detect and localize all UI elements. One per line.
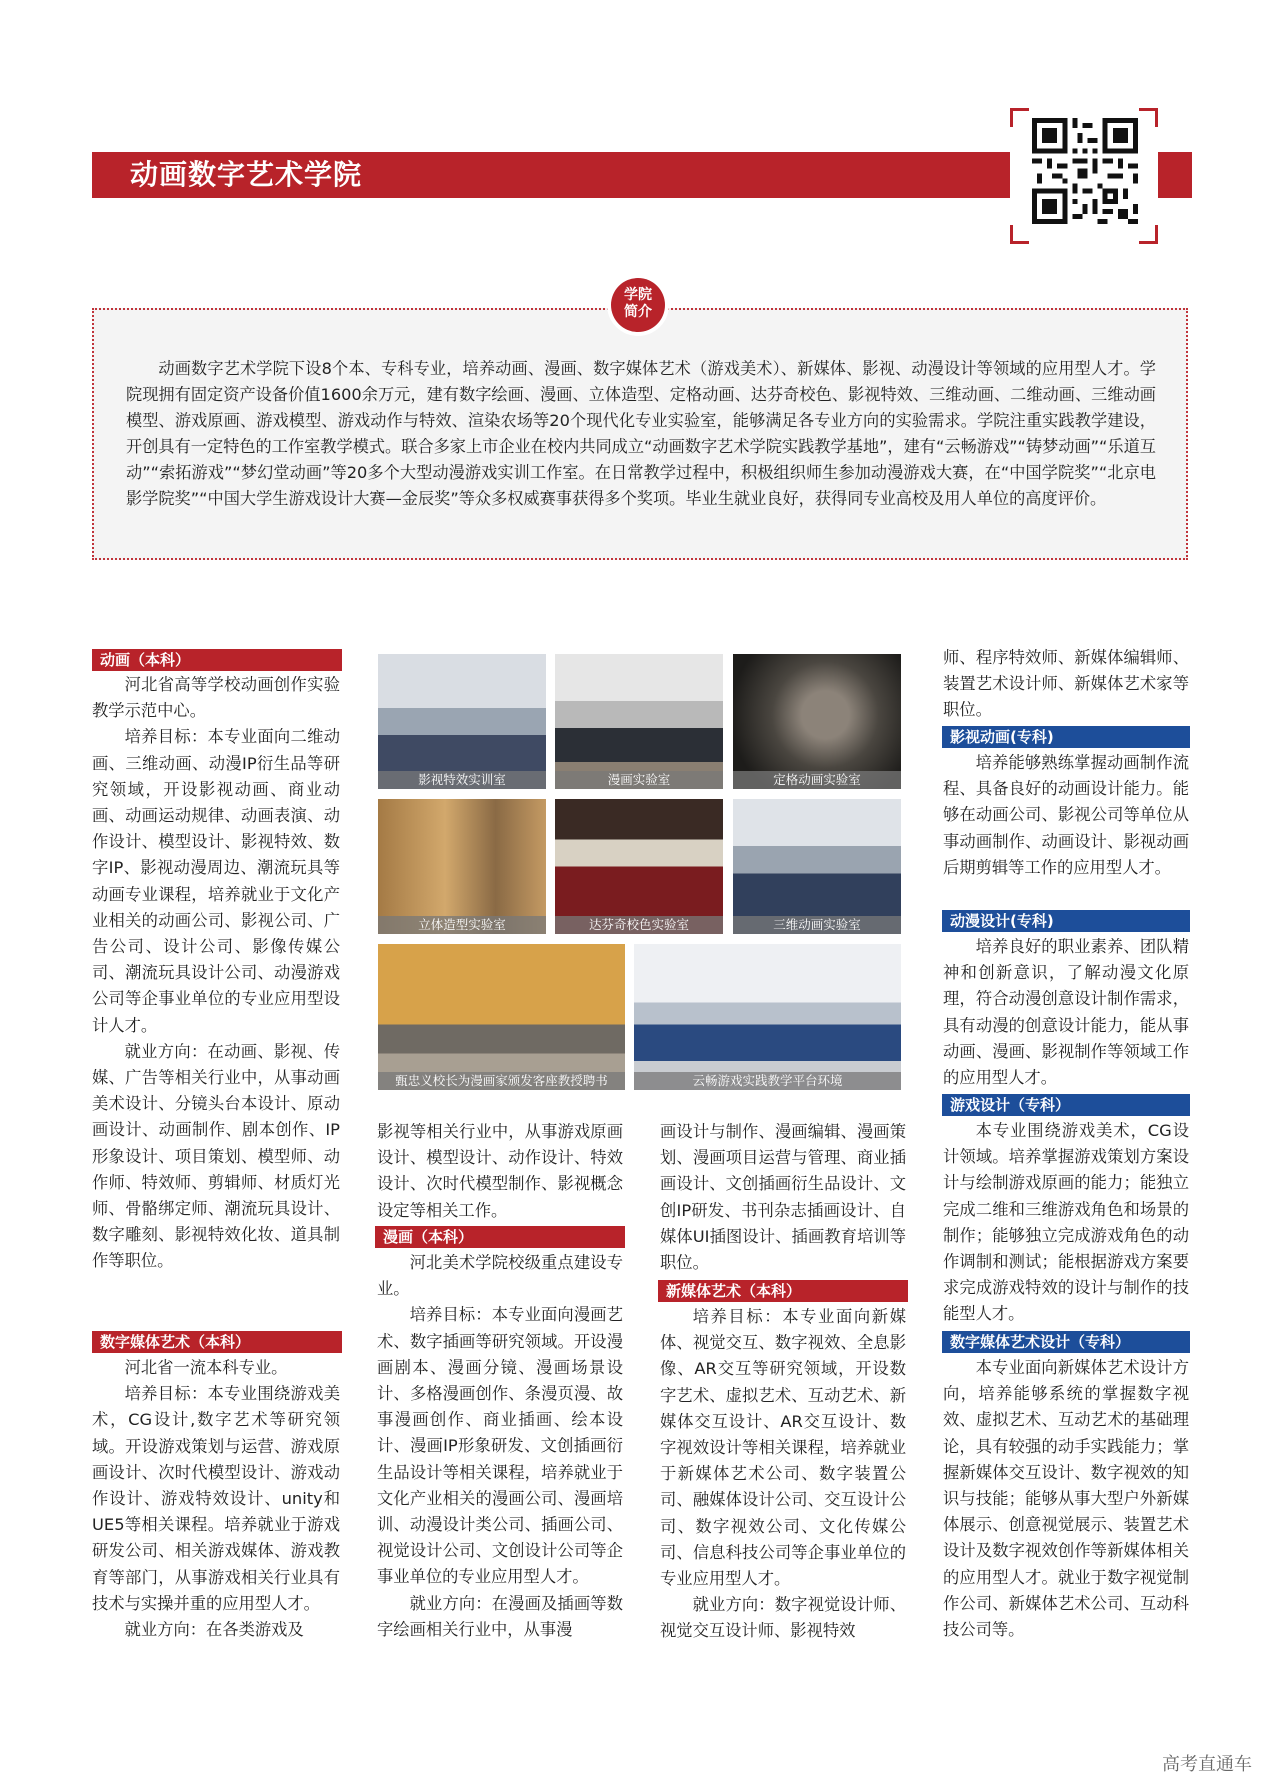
paragraph: 就业方向：在各类游戏及 [124,1620,304,1640]
paragraph: 就业方向：在动画、影视、传媒、广告等相关行业中，从事动画美术设计、分镜头台本设计、原动画设计、动画制作、剧本创作、IP形象设计、项目策划、模型师、动作师、特效师、剪辑师、材质灯光师、骨骼绑定师、潮流玩具设计、数字雕刻、影视特效化妆、道具制作等职位。 [92,1041,340,1271]
dma-design-body [943,1355,1189,1643]
qr-code-frame[interactable] [1010,108,1158,244]
photo-studio[interactable] [634,944,901,1090]
section-header-film-animation: 影视动画(专科) [942,726,1190,748]
dma-body [92,1355,340,1643]
newmedia-body-continued [943,645,1189,724]
photo-caption: 三维动画实验室 [733,916,901,934]
photo-caption: 影视特效实训室 [378,771,546,789]
photo-lab[interactable] [733,654,901,789]
section-header-dma: 数字媒体艺术（本科） [92,1331,342,1353]
section-header-newmedia: 新媒体艺术（本科） [658,1280,908,1302]
paragraph: 河北省一流本科专业。 [124,1358,288,1377]
section-header-animation: 动画（本科） [92,649,342,671]
paragraph: 河北省高等学校动画创作实验教学示范中心。 [92,675,340,721]
section-header-comic: 漫画（本科） [375,1226,625,1248]
paragraph: 本专业围绕游戏美术，CG设计领域。培养掌握游戏策划方案设计与绘制游戏原画的能力；能独立完成二维和三维游戏角色和场景的制作；能够独立完成游戏角色的动作调制和测试；能根据游戏方案要求完成游戏特效的设计与制作的技能型人才。 [943,1121,1189,1324]
photo-lab[interactable] [378,799,546,934]
paragraph: 本专业面向新媒体艺术设计方向，培养能够系统的掌握数字视效、虚拟艺术、互动艺术的基础理论，具有较强的动手实践能力；掌握新媒体交互设计、数字视效的知识与技能；能够从事大型户外新媒体展示、创意视觉展示、装置艺术设计及数字视效创作等新媒体相关的应用型人才。就业于数字视觉制作公司、新媒体艺术公司、互动科技公司等。 [943,1358,1189,1640]
footer-brand: 高考直通车 [1162,1754,1252,1775]
photo-lab[interactable] [555,654,723,789]
film-animation-body [943,750,1189,881]
photo-lab[interactable] [555,799,723,934]
intro-text: 动画数字艺术学院下设8个本、专科专业，培养动画、漫画、数字媒体艺术（游戏美术）、新媒体、影视、动漫设计等领域的应用型人才。学院现拥有固定资产设备价值1600余万元，建有数字绘画、漫画、立体造型、定格动画、达芬奇校色、影视特效、三维动画、二维动画、三维动画模型、游戏原画、游戏模型、游戏动作与特效、渲染农场等20个现代化专业实验室，能够满足各专业方向的实验需求。学院注重实践教学建设，开创具有一定特色的工作室教学模式。联合多家上市企业在校内共同成立“动画数字艺术学院实践教学基地”，建有“云畅游戏”“铸梦动画”“乐道互动”“索拓游戏”“梦幻堂动画”等20多个大型动漫游戏实训工作室。在日常教学过程中，积极组织师生参加动漫游戏大赛，在“中国学院奖”“北京电影学院奖”“中国大学生游戏设计大赛—金辰奖”等众多权威赛事获得多个奖项。毕业生就业良好，获得同专业高校及用人单位的高度评价。 [126,359,1156,508]
frame-corner [1139,225,1158,244]
comic-design-body [943,934,1189,1091]
photo-caption: 定格动画实验室 [733,771,901,789]
paragraph: 培养目标：本专业面向漫画艺术、数字插画等研究领域。开设漫画剧本、漫画分镜、漫画场景设计、多格漫画创作、条漫页漫、故事漫画创作、商业插画、绘本设计、漫画IP形象研发、文创插画衍生品设计等相关课程，培养就业于文化产业相关的漫画公司、漫画培训、动漫设计类公司、插画公司、视觉设计公司、文创设计公司等企事业单位的专业应用型人才。 [377,1305,623,1587]
qr-code-icon[interactable] [1032,118,1138,224]
game-design-body [943,1118,1189,1328]
paragraph: 培养目标：本专业面向二维动画、三维动画、动漫IP衍生品等研究领域，开设影视动画、商业动画、动画运动规律、动画表演、动作设计、模型设计、影视特效、数字IP、影视动漫周边、潮流玩具等动画专业课程，培养就业于文化产业相关的动画公司、影视公司、广告公司、设计公司、影像传媒公司、潮流玩具设计公司、动漫游戏公司等企事业单位的专业应用型设计人才。 [92,727,340,1035]
photo-caption: 云畅游戏实践教学平台环境 [634,1072,901,1090]
frame-corner [1010,225,1029,244]
photo-lab[interactable] [733,799,901,934]
paragraph: 师、程序特效师、新媒体编辑师、装置艺术设计师、新媒体艺术家等职位。 [943,648,1189,720]
photo-ceremony[interactable] [378,944,625,1090]
animation-body [92,672,340,1275]
paragraph: 河北美术学院校级重点建设专业。 [377,1253,623,1299]
section-header-dma-design: 数字媒体艺术设计（专科） [942,1331,1190,1353]
paragraph: 培养目标：本专业面向新媒体、视觉交互、数字视效、全息影像、AR交互等研究领域，开设数字艺术、虚拟艺术、互动艺术、新媒体交互设计、AR交互设计、数字视效设计等相关课程，培养就业于新媒体艺术公司、数字装置公司、融媒体设计公司、交互设计公司、数字视效公司、文化传媒公司、信息科技公司等企事业单位的专业应用型人才。 [660,1307,906,1589]
paragraph: 画设计与制作、漫画编辑、漫画策划、漫画项目运营与管理、商业插画设计、文创插画衍生品设计、文创IP研发、书刊杂志插画设计、自媒体UI插图设计、插画教育培训等职位。 [660,1122,906,1273]
photo-caption: 立体造型实验室 [378,916,546,934]
page-title: 动画数字艺术学院 [130,158,363,191]
section-header-game-design: 游戏设计（专科） [942,1094,1190,1116]
comic-body [377,1250,623,1643]
paragraph: 就业方向：在漫画及插画等数字绘画相关行业中，从事漫 [377,1593,623,1639]
dma-body-continued [377,1119,623,1224]
badge-line: 学院 [624,287,652,303]
paragraph: 就业方向：数字视觉设计师、视觉交互设计师、影视特效 [660,1595,906,1641]
frame-corner [1139,108,1158,127]
photo-caption: 甄忠义校长为漫画家颁发客座教授聘书 [378,1072,625,1090]
newmedia-body [660,1304,906,1645]
paragraph: 培养良好的职业素养、团队精神和创新意识，了解动漫文化原理，符合动漫创意设计制作需求，具有动漫的创意设计能力，能从事动画、漫画、影视制作等领域工作的应用型人才。 [943,937,1189,1088]
frame-corner [1010,108,1029,127]
comic-body-continued [660,1119,906,1276]
photo-lab[interactable] [378,654,546,789]
intro-badge [611,278,665,332]
paragraph: 培养能够熟练掌握动画制作流程、具备良好的动画设计能力。能够在动画公司、影视公司等单位从事动画制作、动画设计、影视动画后期剪辑等工作的应用型人才。 [943,753,1189,877]
section-header-comic-design: 动漫设计(专科) [942,910,1190,932]
photo-caption: 漫画实验室 [555,771,723,789]
paragraph: 影视等相关行业中，从事游戏原画设计、模型设计、动作设计、特效设计、次时代模型制作、影视概念设定等相关工作。 [377,1122,623,1220]
paragraph: 培养目标：本专业围绕游戏美术，CG设计,数字艺术等研究领域。开设游戏策划与运营、游戏原画设计、次时代模型设计、游戏动作设计、游戏特效设计、unity和UE5等相关课程。培养就业于游戏研发公司、相关游戏媒体、游戏教育等部门，从事游戏相关行业具有技术与实操并重的应用型人才。 [92,1384,340,1613]
badge-line: 简介 [624,304,652,320]
photo-caption: 达芬奇校色实验室 [555,916,723,934]
